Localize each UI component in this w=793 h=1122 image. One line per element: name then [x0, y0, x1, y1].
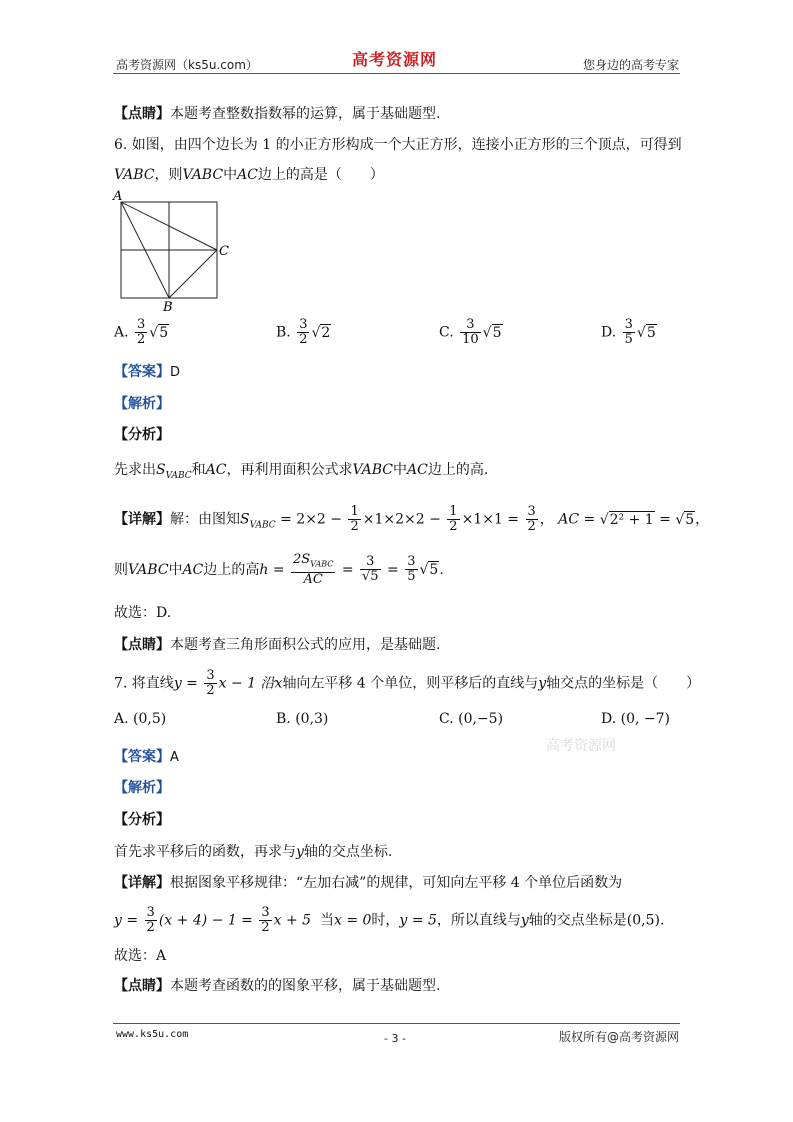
numerator-subscript: VABC [310, 559, 334, 569]
text: 7. 将直线 [114, 675, 174, 692]
dianjing-text: 本题考查函数的的图象平移，属于基础题型. [170, 978, 441, 994]
y-var: y [538, 675, 547, 692]
watermark: 高考资源网 [546, 738, 616, 754]
dianjing-text: 本题考查整数指数幂的运算，属于基础题型. [170, 106, 441, 122]
expr: y = 5 [399, 912, 437, 929]
q7-fenxi: 【分析】 [114, 812, 170, 828]
fraction [360, 555, 381, 584]
q6-analysis [114, 461, 488, 485]
footer-left[interactable]: www.ks5u.com [116, 1029, 189, 1040]
text: 先求出 [114, 462, 156, 478]
page-number: - 3 - [384, 1032, 406, 1045]
text: 中 [393, 462, 408, 478]
dianjing-tag: 【点睛】 [114, 637, 170, 653]
denominator: 2 [299, 332, 308, 347]
option-value: (0,3) [295, 711, 329, 727]
x-var: x [274, 675, 283, 692]
y-var: y [520, 912, 529, 929]
denominator: 5 [407, 569, 416, 585]
q6-option-d[interactable] [601, 318, 657, 347]
q7-jiexi: 【解析】 [114, 780, 170, 796]
q7-detail-line2 [114, 906, 664, 935]
text: 根据图象平移规律：“左加右减”的规律，可知向左平移 4 个单位后函数为 [170, 875, 623, 891]
numerator: 3 [360, 555, 381, 570]
q6-fenxi: 【分析】 [114, 427, 170, 443]
expr: x − 1 沿 [218, 675, 275, 692]
q5-dianjing [114, 105, 440, 123]
text: 轴的交点坐标是 [528, 912, 627, 929]
denominator: 2 [350, 519, 359, 534]
sqrt: √5 [149, 324, 169, 341]
expr: y = [114, 912, 139, 929]
q7-stem [114, 669, 700, 698]
q7-choose: 故选：A [114, 948, 167, 964]
radicand: 5 [685, 511, 695, 528]
label-a: A [113, 189, 123, 204]
triangle-symbol: VABC [182, 167, 224, 183]
fraction [259, 906, 271, 935]
expr: x + 5 [273, 912, 312, 929]
area-subscript: VABC [249, 520, 276, 531]
text: 当 [319, 912, 334, 929]
text: . [439, 561, 444, 578]
q6-stem-line1: 6. 如图，由四个边长为 1 的小正方形构成一个大正方形，连接小正方形的三个顶点，可得到 [114, 137, 682, 153]
numerator-text: 2S [293, 552, 311, 567]
numerator: 3 [137, 317, 146, 332]
header-logo: 高考资源网 [352, 50, 438, 69]
fraction [297, 318, 309, 347]
denominator: 10 [462, 332, 479, 347]
answer-value: A [170, 750, 179, 765]
text: ，再利用面积公式求 [226, 462, 353, 478]
q6-answer [114, 363, 180, 382]
dianjing-tag: 【点睛】 [114, 106, 170, 122]
area-subscript: VABC [165, 470, 192, 481]
sqrt: √5 [482, 324, 502, 341]
text: 首先求平移后的函数，再求与 [114, 844, 296, 860]
q6-option-c[interactable] [439, 318, 503, 347]
text: 解：由图知 [170, 511, 240, 528]
answer-tag: 【答案】 [114, 749, 170, 765]
text: . [660, 912, 665, 929]
option-label: A. [114, 711, 129, 727]
fraction [526, 505, 538, 534]
fraction [348, 505, 360, 534]
label-c: C [219, 244, 229, 259]
fraction [204, 669, 216, 698]
q6-text: 中 [223, 167, 238, 183]
denominator: 2 [206, 683, 215, 698]
q7-detail-line1 [114, 874, 622, 892]
dianjing-tag: 【点睛】 [114, 978, 170, 994]
denominator: 2 [137, 332, 146, 347]
y-var: y [296, 844, 304, 860]
segment-bc [169, 250, 217, 298]
denominator: 2 [527, 519, 536, 534]
option-label: D. [601, 711, 617, 727]
text: 边上的高 [203, 561, 260, 578]
text: 轴交点的坐标是（ ） [546, 675, 701, 692]
text: 轴向左平移 4 个单位，则平移后的直线与 [282, 675, 539, 692]
numerator [291, 553, 335, 573]
numerator: 3 [460, 318, 481, 333]
triangle-symbol: VABC [114, 167, 155, 183]
radicand: 5 [429, 561, 439, 578]
header-right: 您身边的高考专家 [583, 58, 680, 72]
expr: x = 0 [333, 912, 372, 929]
detail-tag: 【详解】 [114, 511, 170, 528]
option-label: B. [276, 711, 291, 727]
denominator: 2 [261, 920, 270, 935]
text: 中 [168, 561, 183, 578]
expr: = 2×2 − [280, 511, 343, 528]
expr: = [387, 561, 399, 578]
answer-tag: 【答案】 [114, 364, 170, 380]
fraction [291, 553, 335, 587]
q7-option-b[interactable] [276, 711, 328, 727]
side-ac: AC [407, 462, 428, 478]
q7-answer [114, 748, 179, 767]
fraction [623, 318, 635, 347]
expr: y = [173, 675, 198, 692]
radicand: 5 [159, 324, 169, 341]
triangle-symbol: VABC [128, 561, 169, 578]
q6-stem-line2 [114, 166, 384, 184]
option-label: D. [601, 324, 617, 341]
area-symbol: S [156, 462, 166, 478]
expr: = [659, 511, 671, 528]
q6-height [114, 553, 444, 587]
option-label: A. [114, 324, 129, 341]
q6-detail [114, 505, 709, 534]
q6-text: 边上的高是（ ） [257, 167, 384, 183]
answer-value: D [170, 365, 181, 380]
text: ， [695, 511, 710, 528]
label-b: B [163, 300, 173, 313]
side-ac: AC [237, 167, 258, 183]
numerator: 1 [449, 504, 458, 519]
square-grid-figure [112, 188, 237, 313]
dianjing-text: 本题考查三角形面积公式的应用，是基础题. [170, 637, 441, 653]
numerator: 3 [146, 905, 155, 920]
denominator: 2 [146, 920, 155, 935]
fraction [145, 906, 157, 935]
q7-dianjing [114, 977, 440, 995]
fraction [460, 318, 481, 347]
numerator: 3 [624, 317, 633, 332]
footer-rule [113, 1023, 680, 1024]
text: ， [539, 511, 554, 528]
q6-jiexi: 【解析】 [114, 396, 170, 412]
text: 边上的高. [427, 462, 489, 478]
numerator: 3 [527, 504, 536, 519]
denominator: 2 [449, 519, 458, 534]
q6-choose: 故选：D. [114, 605, 172, 621]
header-rule [113, 73, 680, 74]
numerator: 3 [299, 317, 308, 332]
sqrt: √5 [675, 511, 695, 528]
q6-option-a[interactable] [114, 318, 169, 347]
text: 时， [371, 912, 400, 929]
sqrt: √2² + 1 [599, 511, 654, 528]
numerator: 1 [350, 504, 359, 519]
q7-option-d[interactable] [601, 711, 670, 727]
radicand: 5 [492, 324, 502, 341]
triangle-symbol: VABC [352, 462, 394, 478]
expr: = [341, 561, 354, 578]
denominator: √5 [362, 569, 379, 585]
q6-text: ，则 [154, 167, 183, 183]
sqrt: √2 [311, 324, 331, 341]
expr: ×1×2×2 − [362, 511, 441, 528]
option-value: (0,−5) [458, 711, 504, 727]
q7-option-c[interactable] [439, 711, 503, 727]
numerator: 3 [261, 905, 270, 920]
radicand: 5 [646, 324, 656, 341]
numerator: 3 [407, 554, 416, 570]
option-label: B. [276, 324, 291, 341]
option-label: C. [439, 324, 454, 341]
q7-analysis [114, 843, 392, 861]
expr: h = [259, 561, 285, 578]
footer-right: 版权所有@高考资源网 [559, 1030, 680, 1044]
expr: ×1×1 = [461, 511, 520, 528]
option-value: (0,5) [133, 711, 167, 727]
option-value: (0, −7) [620, 711, 671, 727]
header-left: 高考资源网（ks5u.com） [116, 58, 258, 72]
sqrt: √5 [419, 561, 439, 578]
expr: AC = [558, 511, 596, 528]
area-symbol: S [240, 511, 250, 528]
sqrt: √5 [636, 324, 656, 341]
expr: (x + 4) − 1 = [158, 912, 253, 929]
side-ac: AC [205, 462, 227, 478]
fraction [135, 318, 147, 347]
text: ，所以直线与 [436, 912, 521, 929]
radicand: 2² + 1 [609, 511, 654, 528]
fraction [447, 505, 459, 534]
side-ac: AC [182, 561, 204, 578]
q6-dianjing [114, 636, 440, 654]
denominator: AC [303, 571, 323, 587]
text: 则 [114, 561, 128, 578]
detail-tag: 【详解】 [114, 875, 170, 891]
option-label: C. [439, 711, 454, 727]
expr: (0,5) [626, 912, 660, 929]
radicand: 2 [321, 324, 331, 341]
text: 轴的交点坐标. [303, 844, 393, 860]
numerator: 3 [206, 668, 215, 683]
text: 和 [191, 462, 206, 478]
fraction [405, 555, 417, 584]
q6-option-b[interactable] [276, 318, 331, 347]
denominator: 5 [624, 332, 633, 347]
q7-option-a[interactable] [114, 711, 166, 727]
